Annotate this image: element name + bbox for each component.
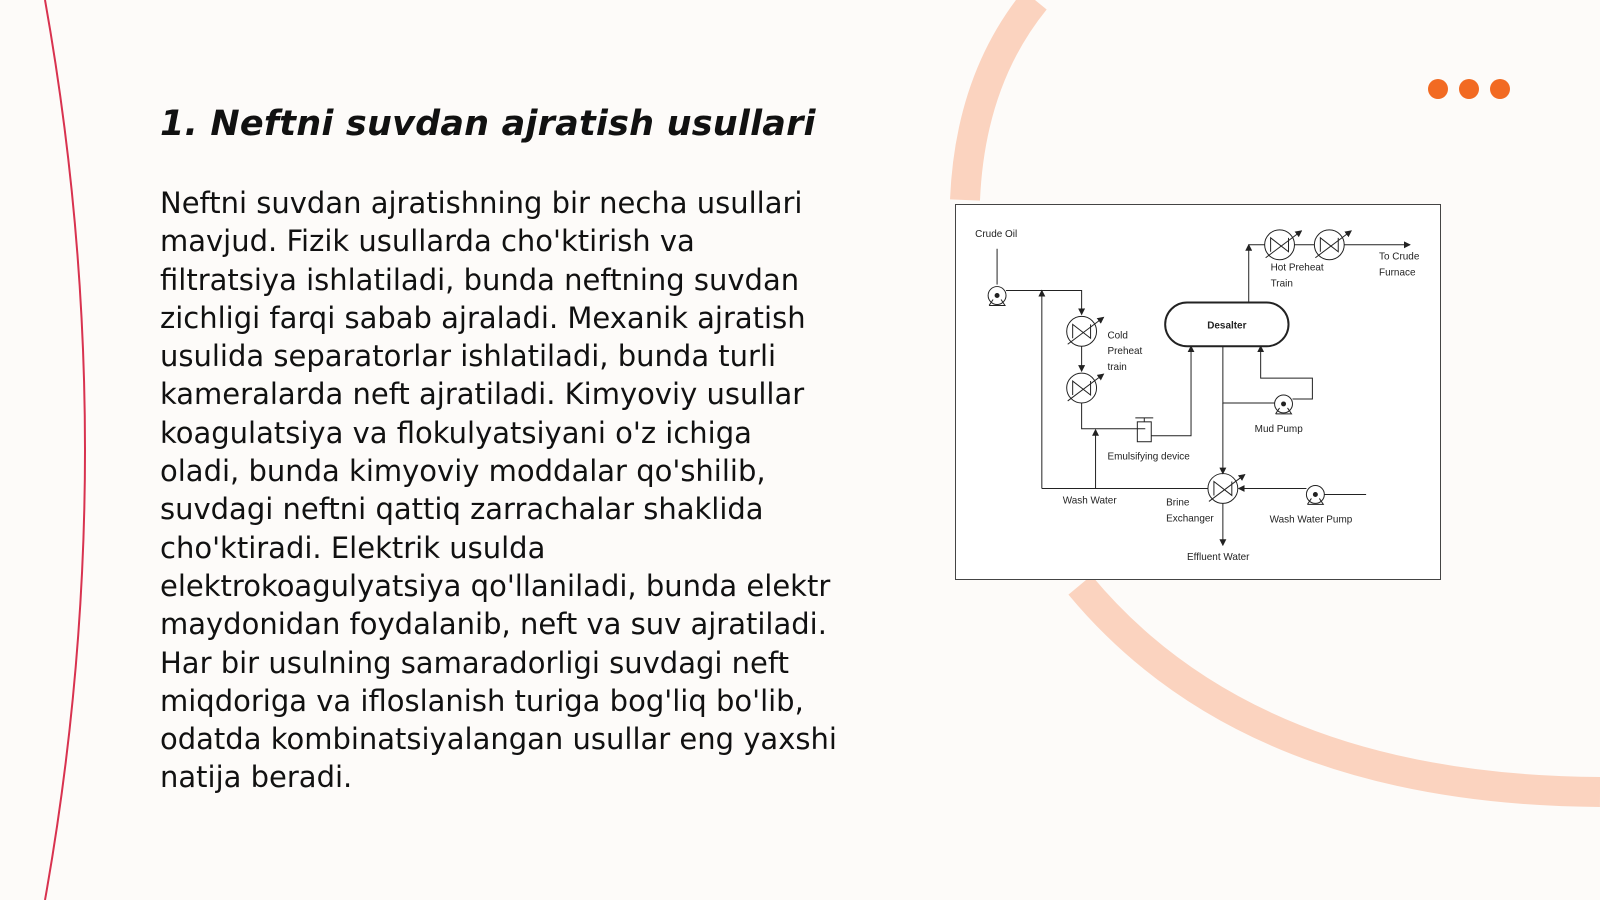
decorative-arc-bottom (1080, 585, 1600, 792)
label-desalter: Desalter (1207, 320, 1247, 332)
label-effluent-water: Effluent Water (1187, 552, 1250, 564)
left-accent-line (45, 0, 85, 900)
label-brine-exchanger-1: Brine (1166, 497, 1190, 509)
diagram-canvas (956, 205, 1440, 579)
label-mud-pump: Mud Pump (1254, 423, 1303, 435)
crude-pump-icon (988, 287, 1006, 306)
label-to-furnace-1: To Crude (1379, 251, 1420, 263)
slide-body-text: Neftni suvdan ajratishning bir necha usullari mavjud. Fizik usullarda cho'ktirish va filtratsiya ishlatiladi, bunda neftning suvdan zichligi farqi sabab ajraladi. Mexanik ajratish usulida separatorlar ishlatiladi, bunda turli kameralarda neft ajratiladi. Kimyoviy usullar koagulatsiya va flokulyatsiyani o'z ichiga oladi, bunda kimyoviy moddalar qo'shilib, suvdagi neftni qattiq zarrachalar shaklida cho'ktiradi. Elektrik usulda elektrokoagulyatsiya qo'llaniladi, bunda elektr maydonidan foydalanib, neft va suv ajratiladi. Har bir usulning samaradorligi suvdagi neft miqdoriga va ifloslanish turiga bog'liq bo'lib, odatda kombinatsiyalangan usullar eng yaxshi natija beradi. (160, 186, 837, 795)
dot-icon (1490, 79, 1510, 99)
slide-title: 1. Neftni suvdan ajratish usullari (160, 104, 816, 144)
label-to-furnace-2: Furnace (1379, 267, 1416, 279)
label-hot-preheat-1: Hot Preheat (1270, 262, 1324, 274)
decorative-dots (1428, 79, 1510, 99)
cold-exchanger-2-icon (1067, 373, 1104, 403)
label-cold-preheat-2: Preheat (1107, 346, 1143, 358)
label-emulsifying-device: Emulsifying device (1107, 451, 1190, 463)
wash-water-pump-icon (1306, 486, 1324, 505)
cold-exchanger-1-icon (1067, 316, 1104, 346)
dot-icon (1428, 79, 1448, 99)
label-brine-exchanger-2: Exchanger (1166, 513, 1214, 525)
mud-pump-icon (1275, 395, 1293, 414)
label-wash-water-pump: Wash Water Pump (1269, 514, 1353, 526)
label-crude-oil: Crude Oil (975, 228, 1018, 240)
label-cold-preheat-3: train (1107, 362, 1127, 374)
emulsifying-device-icon (1135, 418, 1153, 442)
decorative-arc-top (965, 0, 1035, 200)
dot-icon (1459, 79, 1479, 99)
label-wash-water: Wash Water (1062, 495, 1117, 507)
label-cold-preheat-1: Cold (1107, 330, 1128, 342)
label-hot-preheat-2: Train (1270, 278, 1293, 290)
desalter-process-diagram (955, 204, 1441, 580)
